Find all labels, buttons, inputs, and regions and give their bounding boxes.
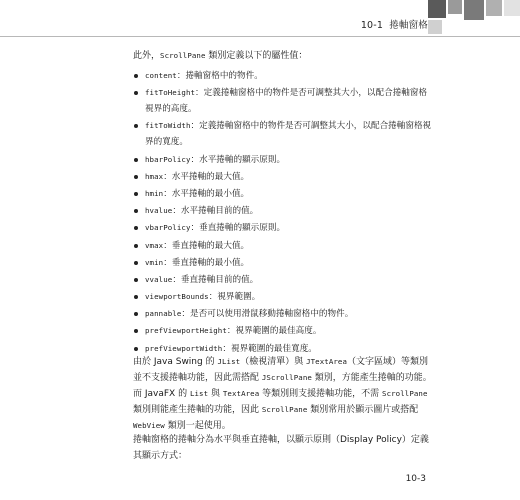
property-description: ：定義捲軸窗格中的物件是否可調整其大小，以配合捲軸窗格視界的高度。 bbox=[145, 88, 428, 115]
p2-text: 類別則能產生捲軸的功能，因此 bbox=[133, 405, 262, 415]
property-name: hbarPolicy bbox=[145, 154, 191, 164]
p2-text: （檢視清單）與 bbox=[240, 357, 307, 367]
header-rule bbox=[0, 36, 520, 37]
property-item-vmax bbox=[133, 238, 433, 254]
bullet-dot-icon bbox=[134, 158, 138, 162]
property-description: ：水平捲軸的最小值。 bbox=[163, 188, 250, 199]
swing-comparison-paragraph bbox=[133, 354, 433, 434]
bullet-dot-icon bbox=[134, 192, 138, 196]
bullet-dot-icon bbox=[134, 74, 138, 78]
p2-code-list: List bbox=[189, 389, 209, 398]
property-name: prefViewportHeight bbox=[145, 326, 227, 336]
bullet-dot-icon bbox=[134, 244, 138, 248]
p2-code-textarea: TextArea bbox=[222, 389, 260, 398]
bullet-dot-icon bbox=[134, 175, 138, 179]
p2-code-webview: WebView bbox=[133, 421, 165, 430]
p2-text: （文字區域）等類別並不支援捲軸功能，因此需搭配 bbox=[133, 357, 429, 383]
property-name: vmax bbox=[145, 240, 164, 250]
bullet-dot-icon bbox=[134, 278, 138, 282]
property-name: hmax bbox=[145, 171, 164, 181]
property-name: viewportBounds bbox=[145, 292, 209, 302]
property-item-vmin bbox=[133, 255, 433, 271]
page-number: 10-3 bbox=[405, 474, 426, 484]
decorative-square bbox=[428, 20, 442, 34]
property-item-hbarPolicy bbox=[133, 152, 433, 168]
property-description: ：定義捲軸窗格中的物件是否可調整其大小，以配合捲軸窗格視界的寬度。 bbox=[145, 121, 432, 148]
decorative-square bbox=[448, 0, 462, 14]
decorative-square bbox=[464, 0, 484, 20]
decorative-squares bbox=[428, 0, 520, 36]
section-number: 10-1 bbox=[360, 20, 384, 31]
bullet-dot-icon bbox=[134, 261, 138, 265]
property-name: pannable bbox=[145, 309, 182, 319]
p2-code-scrollpane-2: ScrollPane bbox=[261, 405, 308, 414]
property-list bbox=[133, 68, 433, 358]
display-policy-paragraph: 捲軸窗格的捲軸分為水平與垂直捲軸，以顯示原則（Display Policy）定義其顯示方式： bbox=[133, 435, 429, 461]
intro-paragraph bbox=[133, 48, 433, 64]
bullet-dot-icon bbox=[134, 295, 138, 299]
property-description: ：垂直捲軸的最大值。 bbox=[163, 240, 250, 251]
property-description: ：水平捲軸的顯示原則。 bbox=[190, 154, 286, 165]
property-name: content bbox=[145, 71, 177, 80]
property-name: vmin bbox=[145, 257, 164, 267]
property-description: ：水平捲軸的最大值。 bbox=[163, 171, 250, 182]
property-description: ：垂直捲軸的最小值。 bbox=[163, 257, 250, 268]
running-head bbox=[361, 17, 428, 31]
property-name: hmin bbox=[145, 188, 164, 198]
property-item-hvalue bbox=[133, 203, 433, 219]
property-item-pannable bbox=[133, 306, 433, 322]
p2-text: 類別常用於顯示圖片或搭配 bbox=[307, 405, 419, 415]
bullet-dot-icon bbox=[134, 312, 138, 316]
p2-text: 類別一起使用。 bbox=[164, 421, 231, 431]
p2-code-jscrollpane: JScrollPane bbox=[261, 373, 312, 382]
decorative-square bbox=[504, 0, 520, 16]
intro-text-before: 此外， bbox=[133, 51, 161, 61]
decorative-square bbox=[428, 0, 446, 18]
property-description: ：視界範圍的最佳高度。 bbox=[226, 326, 322, 337]
property-item-fitToWidth bbox=[133, 118, 433, 150]
property-name: vbarPolicy bbox=[145, 223, 191, 233]
p2-code-jtextarea: JTextArea bbox=[306, 357, 348, 366]
property-item-fitToHeight bbox=[133, 85, 433, 117]
bullet-dot-icon bbox=[134, 226, 138, 230]
property-name: fitToWidth bbox=[145, 121, 191, 131]
p2-code-scrollpane: ScrollPane bbox=[382, 389, 428, 398]
section-title: 捲軸窗格 bbox=[389, 20, 428, 31]
intro-text-after: 類別定義以下的屬性值： bbox=[205, 51, 308, 61]
property-item-content bbox=[133, 68, 433, 84]
property-name: prefViewportWidth bbox=[145, 343, 223, 353]
p2-text: 由於 Java Swing 的 bbox=[133, 357, 218, 367]
property-description: ：垂直捲軸目前的值。 bbox=[172, 274, 259, 285]
p2-text: 與 bbox=[208, 389, 223, 399]
p2-text: 類別，方能產生捲軸的功能。而 JavaFX 的 bbox=[133, 373, 432, 399]
bullet-dot-icon bbox=[134, 124, 138, 128]
decorative-square bbox=[486, 0, 502, 16]
bullet-dot-icon bbox=[134, 347, 138, 351]
bullet-dot-icon bbox=[134, 329, 138, 333]
property-item-hmin bbox=[133, 186, 433, 202]
property-item-viewportBounds bbox=[133, 289, 433, 305]
p2-code-jlist: JList bbox=[217, 357, 241, 366]
intro-code-scrollpane: ScrollPane bbox=[160, 51, 206, 60]
property-name: fitToHeight bbox=[145, 88, 196, 98]
property-item-prefViewportHeight bbox=[133, 323, 433, 339]
page-header bbox=[0, 0, 520, 40]
property-description: ：垂直捲軸的顯示原則。 bbox=[190, 223, 286, 234]
p2-text: 等類別則支援捲軸功能，不需 bbox=[259, 389, 383, 399]
property-item-vbarPolicy bbox=[133, 220, 433, 236]
property-description: ：是否可以使用滑鼠移動捲軸窗格中的物件。 bbox=[181, 309, 354, 320]
property-description: ：捲軸窗格中的物件。 bbox=[176, 71, 263, 81]
property-description: ：視界範圍。 bbox=[208, 292, 261, 303]
bullet-dot-icon bbox=[134, 91, 138, 95]
property-name: hvalue bbox=[145, 206, 173, 216]
bullet-dot-icon bbox=[134, 209, 138, 213]
property-description: ：視界範圍的最佳寬度。 bbox=[222, 343, 317, 354]
property-description: ：水平捲軸目前的值。 bbox=[172, 206, 259, 217]
property-name: vvalue bbox=[145, 274, 173, 284]
property-item-vvalue bbox=[133, 272, 433, 288]
property-item-hmax bbox=[133, 169, 433, 185]
